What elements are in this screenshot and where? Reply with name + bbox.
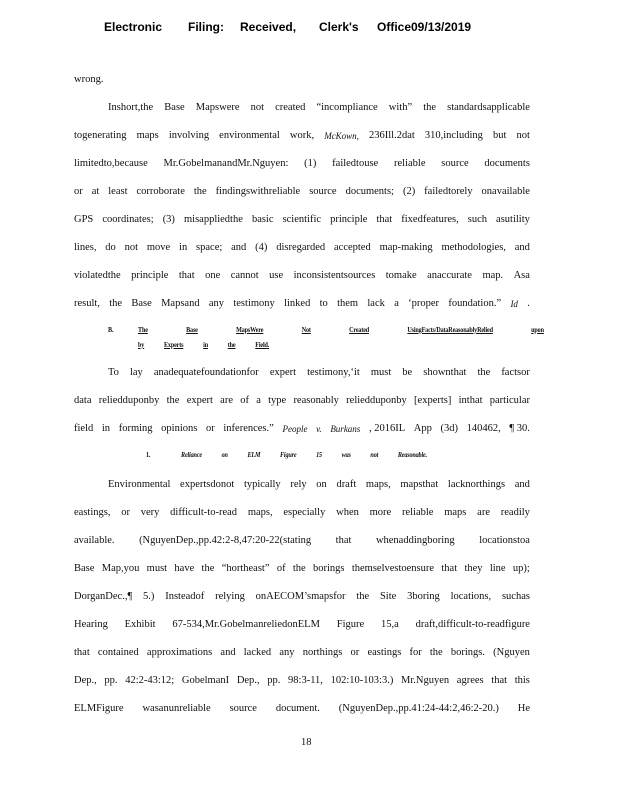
word: standardsapplicable	[447, 102, 530, 113]
word: field	[74, 423, 94, 434]
filing-header	[0, 20, 618, 38]
word: that	[178, 270, 195, 281]
word: (3d)	[440, 423, 458, 434]
header-filing: Filing:	[188, 20, 224, 34]
word: (2)	[402, 186, 416, 197]
section-heading-b-line1	[138, 325, 544, 335]
word: draft,difficult-to-readfigure	[415, 619, 530, 630]
text-line	[74, 421, 530, 437]
heading-word: MapsWere	[236, 325, 264, 334]
word: Exhibit	[124, 619, 156, 630]
word: (1)	[304, 158, 317, 169]
word: the	[201, 563, 215, 574]
subheading-1	[181, 450, 427, 460]
word: suchas	[501, 591, 530, 602]
text-line	[74, 240, 530, 256]
word: inferences.”	[223, 423, 274, 434]
word: reliedduponby	[98, 395, 160, 406]
word: Hearing	[74, 619, 108, 630]
text-line	[74, 561, 530, 577]
word: when	[336, 507, 359, 518]
heading-word: in	[203, 340, 208, 349]
heading-word: Not	[301, 325, 311, 334]
word: basic	[251, 214, 274, 225]
text-line	[108, 100, 530, 116]
word: v.	[316, 424, 322, 434]
word: documents	[484, 158, 530, 169]
word: cannot	[230, 270, 259, 281]
word: source	[309, 186, 337, 197]
word: are	[477, 507, 490, 518]
word: wrong.	[74, 74, 104, 85]
word: GPS	[74, 214, 94, 225]
header-received: Received,	[240, 20, 297, 34]
word: ELMFigure	[74, 703, 124, 714]
section-heading-b-line2	[138, 340, 269, 350]
word: Asa	[513, 270, 530, 281]
word: the	[166, 395, 180, 406]
word: Inshort,the	[108, 102, 154, 113]
word: foundation.”	[448, 298, 502, 309]
text-line	[74, 128, 530, 144]
word: involving	[168, 130, 210, 141]
word: use	[269, 270, 284, 281]
word: or	[121, 507, 130, 518]
word: work,	[289, 130, 315, 141]
heading-word: Base	[186, 325, 198, 334]
word: anaccurate	[427, 270, 472, 281]
word: 236Ill.2dat	[369, 130, 415, 141]
word: themselvestoensure	[351, 563, 435, 574]
word: Figure	[336, 619, 365, 630]
text-line	[108, 477, 530, 493]
word: any	[279, 647, 295, 658]
word: with”	[388, 102, 413, 113]
word: do	[105, 242, 116, 253]
word: whenaddingboring	[375, 535, 455, 546]
word: approximations	[146, 647, 213, 658]
heading-word: was	[341, 450, 351, 459]
word: must	[146, 563, 168, 574]
word: of	[240, 395, 249, 406]
word: Burkans	[330, 424, 361, 434]
word: the	[429, 647, 443, 658]
word: agrees	[456, 675, 484, 686]
text-line	[74, 268, 530, 284]
word: disregarded	[276, 242, 326, 253]
word: Environmental	[108, 479, 171, 490]
text-line	[74, 212, 530, 228]
heading-word: Field.	[255, 340, 270, 349]
heading-word: Created	[349, 325, 370, 334]
word: the	[109, 298, 123, 309]
word: lack	[367, 298, 385, 309]
word: onavailable	[481, 186, 530, 197]
word: He	[517, 703, 530, 714]
word: a	[256, 395, 261, 406]
word: map-making	[379, 242, 433, 253]
word: 3boring	[407, 591, 440, 602]
word: 140462,	[466, 423, 501, 434]
word: must	[370, 367, 392, 378]
word: Id	[510, 299, 518, 309]
word: line	[489, 563, 506, 574]
word: maps,	[247, 507, 273, 518]
word: or	[205, 423, 215, 434]
word: limitedto,because	[74, 158, 148, 169]
word: that	[74, 647, 90, 658]
text-line	[108, 365, 530, 381]
word: wasanunreliable	[142, 703, 211, 714]
word: have	[174, 563, 195, 574]
word: fixedfeatures,	[401, 214, 459, 225]
text-line	[74, 589, 530, 605]
heading-word: Reliance	[181, 450, 202, 459]
word: ‘proper	[408, 298, 440, 309]
word: for	[409, 647, 422, 658]
word: to	[319, 298, 328, 309]
heading-word: not	[370, 450, 379, 459]
section-heading-b	[108, 325, 113, 335]
word: 98:3-11,	[288, 675, 323, 686]
word: in	[179, 242, 188, 253]
word: lay	[129, 367, 143, 378]
text-line	[74, 533, 530, 549]
word: result,	[74, 298, 100, 309]
word: be	[402, 367, 413, 378]
word: relying	[215, 591, 245, 602]
word: that	[335, 535, 352, 546]
word: asutility	[496, 214, 530, 225]
word: and	[514, 479, 530, 490]
word: contained	[97, 647, 139, 658]
word: not	[250, 102, 265, 113]
heading-word: on	[221, 450, 228, 459]
page-number: 18	[301, 737, 312, 748]
word: scientific	[282, 214, 322, 225]
text-line	[74, 184, 530, 200]
word: [experts]	[414, 395, 452, 406]
word: pp.	[267, 675, 281, 686]
word: this	[514, 675, 530, 686]
word: Base	[131, 298, 152, 309]
word: available.	[74, 535, 115, 546]
heading-word: UsingFacts/DataReasonablyRelied	[407, 325, 493, 334]
word: opinions	[161, 423, 198, 434]
word: such	[467, 214, 487, 225]
word: reasonably	[293, 395, 339, 406]
word: violatedthe	[74, 270, 121, 281]
word: (NguyenDep.,pp.41:24-44:2,46:2-20.)	[338, 703, 499, 714]
word: source	[229, 703, 257, 714]
word: very	[140, 507, 160, 518]
word: one	[205, 270, 221, 281]
word: borings	[313, 563, 345, 574]
word: and	[231, 242, 247, 253]
word: , 2016IL	[368, 423, 406, 434]
text-line	[74, 296, 530, 312]
word: Dep.,	[74, 675, 97, 686]
heading-word: Experts	[163, 340, 184, 349]
word: especially	[283, 507, 326, 518]
word: on	[316, 479, 327, 490]
word: Base	[74, 563, 95, 574]
text-line	[74, 617, 530, 633]
heading-word: upon	[531, 325, 544, 334]
word: eastings,	[74, 507, 111, 518]
word: at	[91, 186, 100, 197]
word: coordinates;	[102, 214, 154, 225]
word: factsor	[501, 367, 530, 378]
text-line	[74, 701, 530, 717]
word: any	[208, 298, 225, 309]
word: rely	[290, 479, 307, 490]
word: togenerating	[74, 130, 127, 141]
word: corroborate	[136, 186, 185, 197]
heading-word: by	[138, 340, 145, 349]
word: Mapswere	[195, 102, 240, 113]
header-electronic: Electronic	[104, 20, 163, 34]
word: environmental	[219, 130, 280, 141]
word: ¶ 30.	[509, 423, 530, 434]
word: linked	[284, 298, 311, 309]
word: lacknorthings	[447, 479, 506, 490]
word: principle	[131, 270, 169, 281]
word: “hortheast”	[221, 563, 270, 574]
word: locationstoa	[479, 535, 530, 546]
word: maps,	[365, 479, 391, 490]
text-line	[74, 673, 530, 689]
word: move	[146, 242, 171, 253]
word: borings.	[450, 647, 485, 658]
text-line	[74, 393, 530, 409]
word: misappliedthe	[183, 214, 243, 225]
word: 15,a	[380, 619, 399, 630]
word: failedtorely	[424, 186, 473, 197]
word: readily	[500, 507, 530, 518]
word: the	[423, 102, 437, 113]
word: shownthat	[423, 367, 467, 378]
word: the	[193, 186, 207, 197]
word: not	[516, 130, 530, 141]
word: onAECOM’smapsfor	[255, 591, 346, 602]
word: lacked	[243, 647, 272, 658]
word: maps	[444, 507, 467, 518]
word: typically	[243, 479, 281, 490]
word: reliable	[394, 158, 426, 169]
word: that	[376, 214, 393, 225]
word: anadequatefoundationfor	[153, 367, 259, 378]
word: “incompliance	[316, 102, 378, 113]
word: maps	[136, 130, 159, 141]
word: failedtouse	[332, 158, 379, 169]
word: draft	[336, 479, 357, 490]
word: or	[74, 186, 83, 197]
word: App	[413, 423, 432, 434]
word: or	[350, 647, 360, 658]
word: that	[441, 563, 458, 574]
word: GobelmanI	[181, 675, 230, 686]
word: inthat	[458, 395, 483, 406]
word: the	[292, 563, 306, 574]
word: locations,	[450, 591, 492, 602]
word: Base	[164, 102, 185, 113]
word: methodologies,	[441, 242, 506, 253]
word: that	[491, 675, 508, 686]
word: Site	[379, 591, 397, 602]
text-line	[74, 72, 530, 88]
text-line	[74, 156, 530, 172]
word: To	[108, 367, 119, 378]
word: northings	[302, 647, 343, 658]
word: them	[337, 298, 359, 309]
word: pp.	[104, 675, 118, 686]
word: expert	[269, 367, 297, 378]
word: accepted	[334, 242, 371, 253]
word: (Nguyen	[493, 647, 530, 658]
word: Mr.GobelmanandMr.Nguyen:	[163, 158, 289, 169]
header-clerks: Clerk's	[319, 20, 359, 34]
word: source	[441, 158, 469, 169]
word: Mr.Nguyen	[400, 675, 450, 686]
word: Insteadof	[165, 591, 205, 602]
word: principle	[330, 214, 368, 225]
word: People	[282, 424, 308, 434]
word: (3)	[162, 214, 175, 225]
word: created	[275, 102, 306, 113]
word: in	[101, 423, 111, 434]
word: 5.)	[143, 591, 155, 602]
subheading-1-label: 1.	[146, 450, 151, 459]
word: inconsistentsources	[293, 270, 376, 281]
word: testimony	[233, 298, 275, 309]
word: 310,including	[424, 130, 483, 141]
word: expert	[186, 395, 213, 406]
word: they	[464, 563, 483, 574]
word: a	[394, 298, 399, 309]
word: map.	[482, 270, 504, 281]
word: least	[108, 186, 128, 197]
word: 42:2-43:12;	[125, 675, 175, 686]
heading-word: The	[138, 325, 148, 334]
header-office-date: Office09/13/2019	[377, 20, 472, 34]
word: space;	[196, 242, 223, 253]
word: forming	[118, 423, 153, 434]
word: Mapsand	[161, 298, 200, 309]
word: not	[124, 242, 139, 253]
word: and	[220, 647, 236, 658]
word: DorganDec.,¶	[74, 591, 133, 602]
word: the	[356, 591, 370, 602]
word: .	[527, 298, 530, 309]
text-line	[74, 505, 530, 521]
word: up);	[512, 563, 530, 574]
word: findingswithreliable	[215, 186, 301, 197]
word: document.	[275, 703, 320, 714]
word: McKown,	[324, 131, 359, 141]
word: the	[477, 367, 491, 378]
heading-word: Figure	[279, 450, 297, 459]
word: but	[493, 130, 507, 141]
word: expertsdonot	[180, 479, 235, 490]
word: are	[220, 395, 233, 406]
word: data	[74, 395, 92, 406]
word: reliable	[401, 507, 434, 518]
word: testimony,‘it	[307, 367, 360, 378]
heading-b-label: B.	[108, 325, 114, 334]
word: lines,	[74, 242, 97, 253]
word: mapsthat	[400, 479, 439, 490]
word: 102:10-103:3.)	[330, 675, 394, 686]
word: Dep.,	[236, 675, 260, 686]
heading-word: ELM	[247, 450, 261, 459]
word: 67-534,Mr.GobelmanreliedonELM	[172, 619, 320, 630]
word: more	[369, 507, 392, 518]
word: Map,you	[101, 563, 140, 574]
word: and	[514, 242, 530, 253]
word: tomake	[385, 270, 417, 281]
word: eastings	[367, 647, 402, 658]
word: (NguyenDep.,pp.42:2-8,47:20-22(stating	[139, 535, 312, 546]
heading-word: the	[227, 340, 236, 349]
word: type	[268, 395, 287, 406]
word: reliedduponby	[346, 395, 407, 406]
word: difficult-to-read	[170, 507, 238, 518]
word: of	[276, 563, 286, 574]
heading-word: 15	[316, 450, 322, 459]
text-line	[74, 645, 530, 661]
word: (4)	[255, 242, 268, 253]
word: particular	[489, 395, 530, 406]
word: documents;	[345, 186, 394, 197]
heading-word: Reasonable.	[397, 450, 427, 459]
